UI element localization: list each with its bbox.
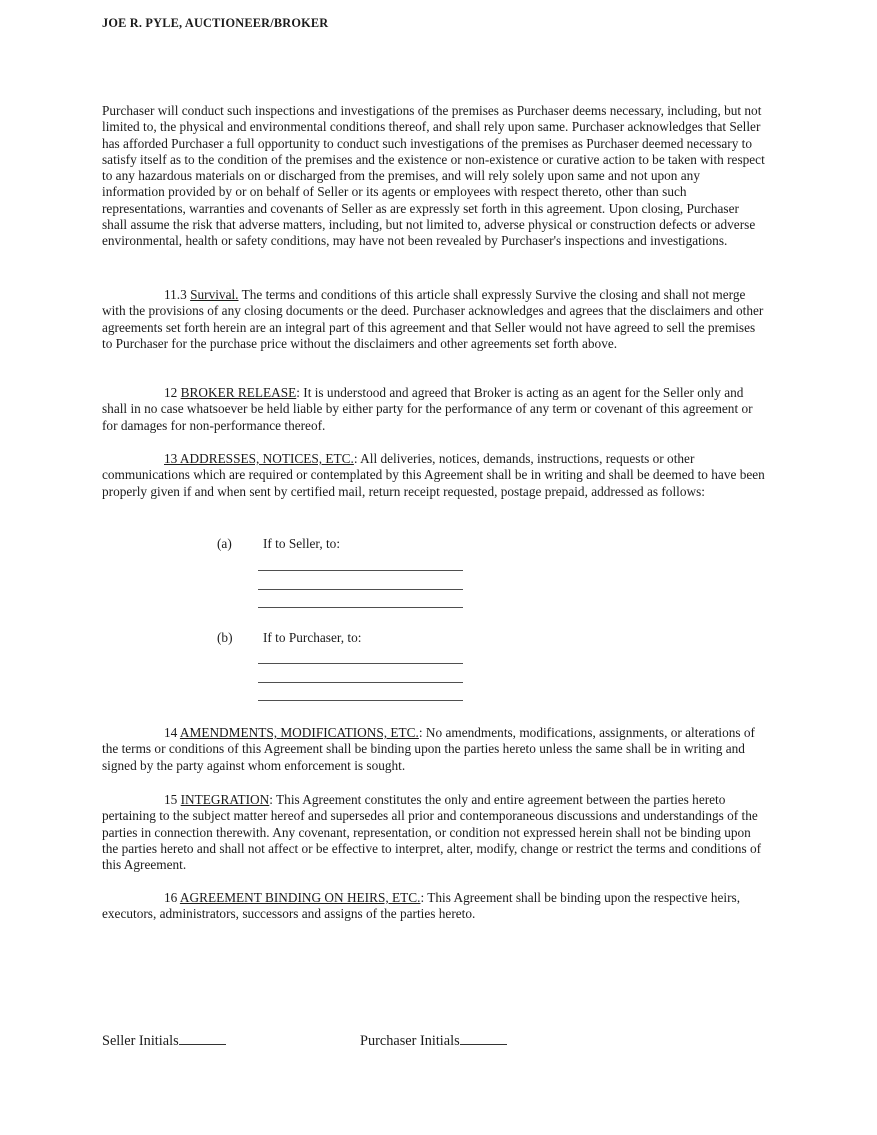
seller-initials-line[interactable] xyxy=(179,1030,226,1045)
section-separator: : xyxy=(420,890,428,905)
section-body: This Agreement shall be binding upon the respective heirs, executors, administrators, successors and assigns of the parties hereto. xyxy=(102,890,741,922)
section-number: 14 xyxy=(164,725,180,740)
purchaser-address-blank-line-2[interactable] xyxy=(258,682,463,683)
section-number: 12 xyxy=(164,385,181,400)
section-body: It is understood and agreed that Broker is acting as an agent for the Seller only and shall in no case whatsoever be held liable by either party for the performance of any term or covenant of this agreement or for damages for non-performance thereof. xyxy=(102,385,753,433)
section-14-amendments xyxy=(102,725,766,774)
section-body: All deliveries, notices, demands, instructions, requests or other communications which are required or contemplated by this Agreement shall be in writing and shall be deemed to have been properly given if and when sent by certified mail, return receipt requested, postage prepaid, addressed as follows: xyxy=(102,451,765,499)
address-item-a-label: (a) xyxy=(217,536,232,551)
seller-initials-label: Seller Initials xyxy=(102,1033,179,1049)
section-13-addresses-notices xyxy=(102,451,766,500)
section-separator: : xyxy=(269,792,277,807)
section-number: 15 xyxy=(164,792,181,807)
section-title: INTEGRATION xyxy=(180,792,270,807)
purchaser-initials-label: Purchaser Initials xyxy=(360,1033,460,1049)
section-title: Survival. xyxy=(190,287,239,302)
section-number: 16 xyxy=(164,890,180,905)
section-title: 13 ADDRESSES, NOTICES, ETC. xyxy=(164,451,354,466)
address-item-b-text: If to Purchaser, to: xyxy=(263,630,362,645)
seller-address-blank-line-1[interactable] xyxy=(258,570,463,571)
address-item-b-label: (b) xyxy=(217,630,233,645)
seller-initials-group xyxy=(102,1030,226,1050)
section-title: AGREEMENT BINDING ON HEIRS, ETC. xyxy=(179,890,421,905)
purchaser-address-blank-line-3[interactable] xyxy=(258,700,463,701)
intro-paragraph: Purchaser will conduct such inspections and investigations of the premises as Purchaser deems necessary, including, but not limited to, the physical and environmental conditions thereof, and shall rely upon same. Purchaser acknowledges that Seller has afforded Purchaser a full opportunity to conduct such investigations of the premises as Purchaser deemed necessary to satisfy itself as to the condition of the premises and the existence or non-existence or curative action to be taken with respect to any hazardous materials on or discharged from the premises, and will rely solely upon same and not upon any information provided by or on behalf of Seller or its agents or employees with respect thereto, other than such representations, warranties and covenants of Seller as are expressly set forth in this agreement. Upon closing, Purchaser shall assume the risk that adverse matters, including, but not limited to, adverse physical or construction defects or adverse environmental, health or safety conditions, may have not been revealed by Purchaser's inspections and investigations. xyxy=(102,103,765,249)
section-16-binding-on-heirs xyxy=(102,890,766,923)
purchaser-initials-group xyxy=(360,1030,507,1050)
section-body: No amendments, modifications, assignments, or alterations of the terms or conditions of this Agreement shall be binding upon the parties hereto unless the same shall be in writing and signed by the party against whom enforcement is sought. xyxy=(102,725,755,773)
section-body: The terms and conditions of this article shall expressly Survive the closing and shall not merge with the provisions of any closing documents or the deed. Purchaser acknowledges and agrees that the disclaimers and other agreements set forth herein are an integral part of this agreement and that Seller would not have agreed to sell the premises to Purchaser for the purchase price without the disclaimers and other agreements set forth above. xyxy=(102,287,764,351)
section-title: BROKER RELEASE xyxy=(180,385,297,400)
section-number: 11.3 xyxy=(164,287,191,302)
section-separator: : xyxy=(353,451,361,466)
purchaser-initials-line[interactable] xyxy=(460,1030,507,1045)
seller-address-blank-line-2[interactable] xyxy=(258,589,463,590)
broker-header: JOE R. PYLE, AUCTIONEER/BROKER xyxy=(102,16,329,30)
seller-address-blank-line-3[interactable] xyxy=(258,607,463,608)
section-15-integration xyxy=(102,792,766,873)
address-item-a-text: If to Seller, to: xyxy=(263,536,341,551)
section-12-broker-release xyxy=(102,385,766,434)
purchaser-address-blank-line-1[interactable] xyxy=(258,663,463,664)
section-title: AMENDMENTS, MODIFICATIONS, ETC. xyxy=(179,725,419,740)
section-separator: : xyxy=(296,385,304,400)
section-separator: : xyxy=(418,725,426,740)
section-body: This Agreement constitutes the only and entire agreement between the parties hereto pertaining to the subject matter hereof and supersedes all prior and contemporaneous discussions and understandings of the parties in connection therewith. Any covenant, representation, or condition not expressed herein shall not be binding upon the parties hereto and shall not affect or be effective to interpret, alter, modify, change or restrict the terms and conditions of this Agreement. xyxy=(102,792,762,873)
section-11-3-survival xyxy=(102,287,766,352)
